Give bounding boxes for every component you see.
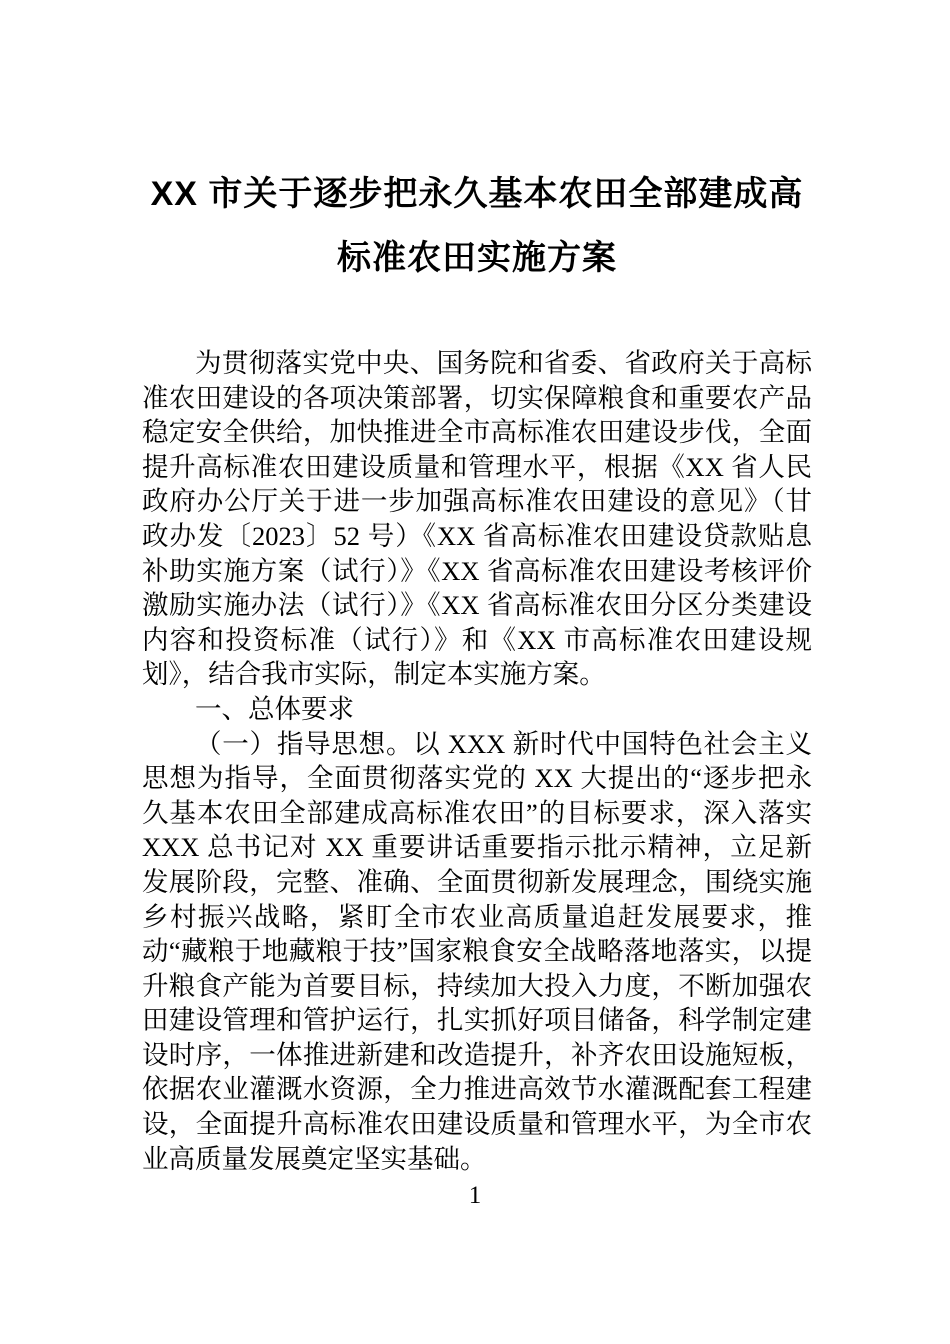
- page-number: 1: [468, 1182, 482, 1209]
- document-title-line-2: 标准农田实施方案: [337, 239, 617, 277]
- section-heading-overall-requirements: 一、总体要求: [195, 693, 354, 724]
- paragraph-guiding-ideology: （一）指导思想。以 XXX 新时代中国特色社会主义思想为指导，全面贯彻落实党的 XX 大提出的“逐步把永久基本农田全部建成高标准农田”的目标要求，深入落实 XXX 总书记对 XX 重要讲话重要指示批示精神，立足新发展阶段，完整、准确、全面贯彻新发展理念，围绕实施乡村振兴战略，紧盯全市农业高质量追赶发展要求，推动“藏粮于地藏粮于技”国家粮食安全战略落地落实，以提升粮食产能为首要目标，持续加大投入力度，不断加强农田建设管理和管护运行，扎实抓好项目储备，科学制定建设时序，一体推进新建和改造提升，补齐农田设施短板，依据农业灌溉水资源，全力推进高效节水灌溉配套工程建设，全面提升高标准农田建设质量和管理水平，为全市农业高质量发展奠定坚实基础。: [142, 728, 812, 1174]
- document-body: [142, 346, 812, 1176]
- document-title-line-1: XX 市关于逐步把永久基本农田全部建成高: [150, 175, 804, 213]
- document-title: [142, 162, 812, 290]
- paragraph-intro: 为贯彻落实党中央、国务院和省委、省政府关于高标准农田建设的各项决策部署，切实保障粮食和重要农产品稳定安全供给，加快推进全市高标准农田建设步伐，全面提升高标准农田建设质量和管理水平，根据《XX 省人民政府办公厅关于进一步加强高标准农田建设的意见》（甘政办发〔2023〕52 号）《XX 省高标准农田建设贷款贴息补助实施方案（试行）》《XX 省高标准农田建设考核评价激励实施办法（试行）》《XX 省高标准农田分区分类建设内容和投资标准（试行）》和《XX 市高标准农田建设规划》，结合我市实际，制定本实施方案。: [142, 348, 812, 690]
